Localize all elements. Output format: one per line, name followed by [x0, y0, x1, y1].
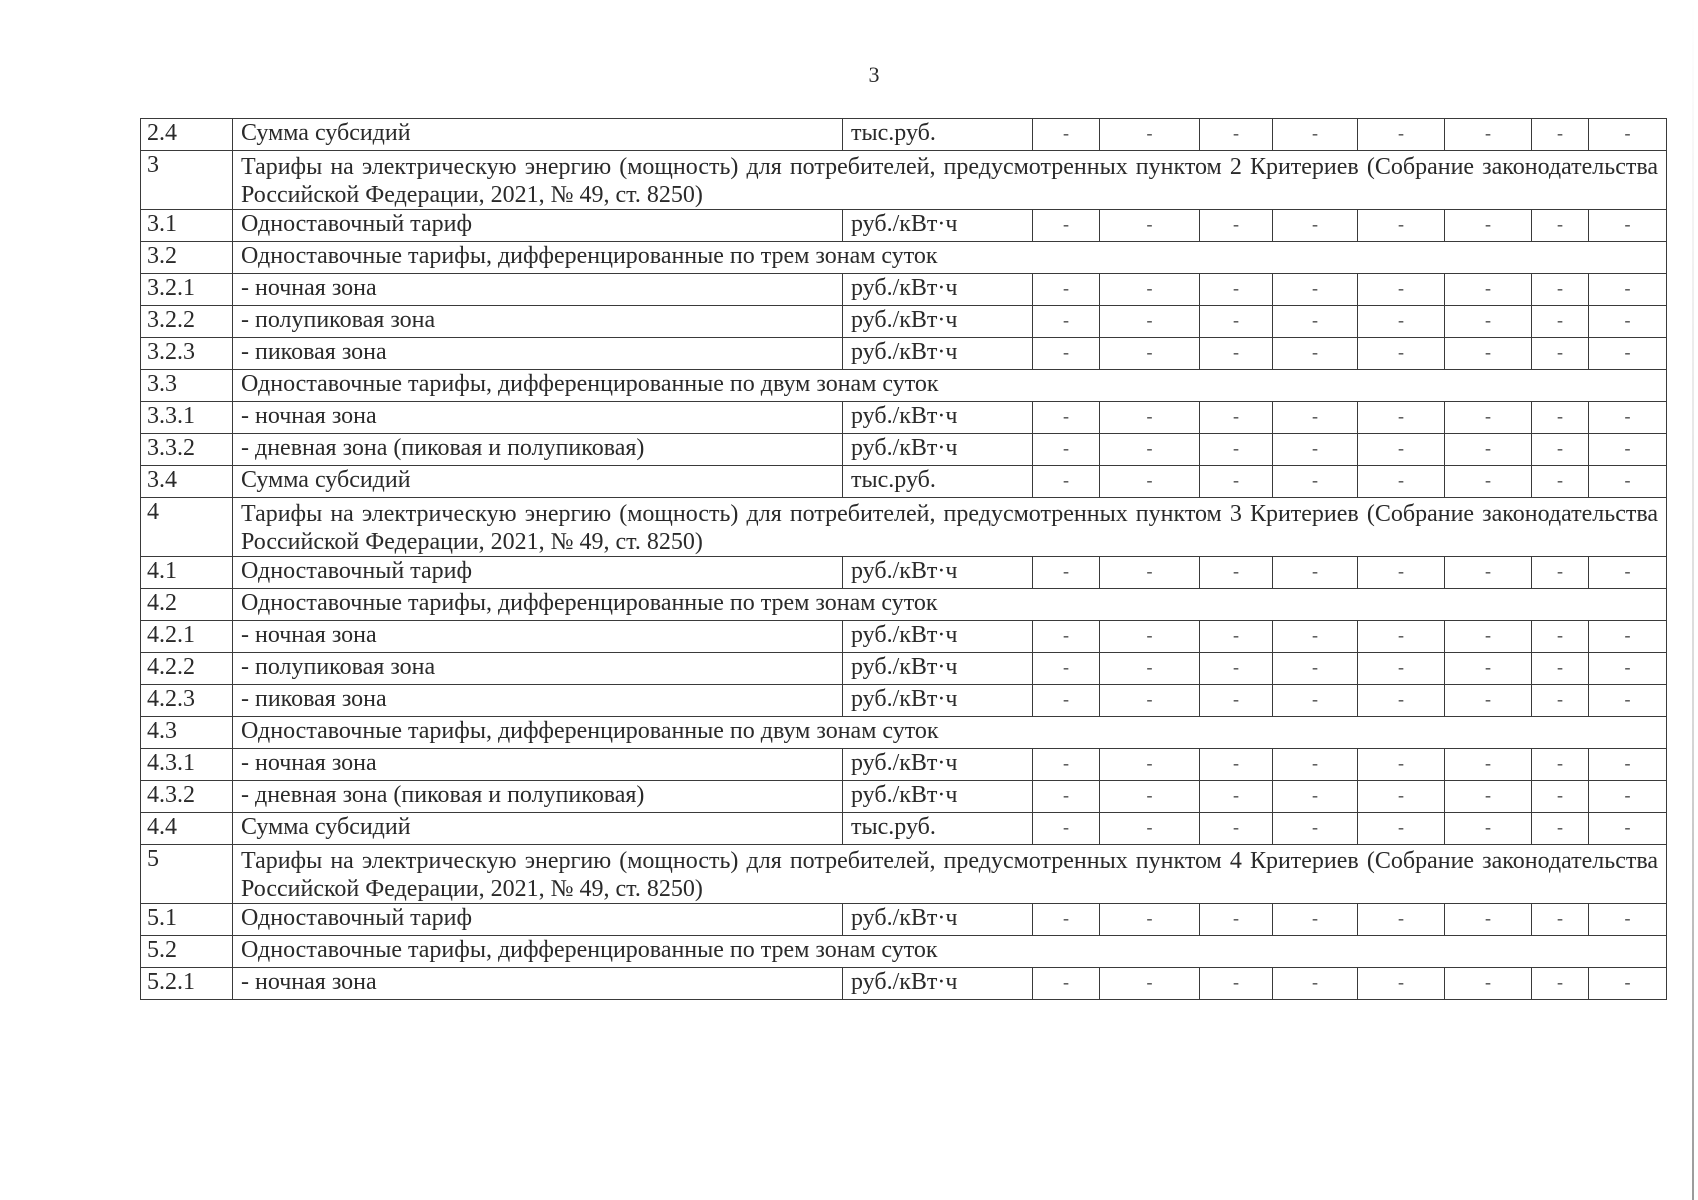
- row-number: 5.2.1: [141, 968, 233, 1000]
- value-cell: -: [1100, 274, 1200, 306]
- row-name: - ночная зона: [233, 968, 843, 1000]
- row-unit: руб./кВт·ч: [843, 904, 1033, 936]
- row-unit: тыс.руб.: [843, 813, 1033, 845]
- row-number: 4.3.2: [141, 781, 233, 813]
- value-cell: -: [1358, 338, 1445, 370]
- value-cell: -: [1358, 813, 1445, 845]
- value-cell: -: [1273, 653, 1358, 685]
- row-number: 4.2.3: [141, 685, 233, 717]
- value-cell: -: [1100, 685, 1200, 717]
- value-cell: -: [1200, 306, 1273, 338]
- value-cell: -: [1445, 274, 1532, 306]
- value-cell: -: [1589, 557, 1667, 589]
- value-cell: -: [1358, 749, 1445, 781]
- value-cell: -: [1273, 749, 1358, 781]
- value-cell: -: [1589, 274, 1667, 306]
- value-cell: -: [1033, 904, 1100, 936]
- row-number: 4.4: [141, 813, 233, 845]
- value-cell: -: [1200, 685, 1273, 717]
- value-cell: -: [1589, 306, 1667, 338]
- value-cell: -: [1589, 338, 1667, 370]
- row-number: 3.1: [141, 210, 233, 242]
- value-cell: -: [1033, 402, 1100, 434]
- subsection-heading: Одноставочные тарифы, дифференцированные по двум зонам суток: [233, 370, 1667, 402]
- row-name: - ночная зона: [233, 274, 843, 306]
- value-cell: -: [1100, 813, 1200, 845]
- value-cell: -: [1200, 781, 1273, 813]
- value-cell: -: [1273, 904, 1358, 936]
- value-cell: -: [1358, 653, 1445, 685]
- value-cell: -: [1445, 781, 1532, 813]
- row-unit: тыс.руб.: [843, 119, 1033, 151]
- value-cell: -: [1033, 338, 1100, 370]
- row-name: Одноставочный тариф: [233, 210, 843, 242]
- row-name: - полупиковая зона: [233, 653, 843, 685]
- value-cell: -: [1200, 557, 1273, 589]
- value-cell: -: [1200, 813, 1273, 845]
- value-cell: -: [1200, 210, 1273, 242]
- row-name: - ночная зона: [233, 621, 843, 653]
- row-number: 3.3.1: [141, 402, 233, 434]
- value-cell: -: [1358, 621, 1445, 653]
- row-unit: руб./кВт·ч: [843, 557, 1033, 589]
- value-cell: -: [1445, 557, 1532, 589]
- value-cell: -: [1100, 119, 1200, 151]
- value-cell: -: [1358, 685, 1445, 717]
- value-cell: -: [1273, 466, 1358, 498]
- value-cell: -: [1100, 402, 1200, 434]
- subsection-heading: Одноставочные тарифы, дифференцированные по трем зонам суток: [233, 242, 1667, 274]
- value-cell: -: [1445, 685, 1532, 717]
- value-cell: -: [1273, 338, 1358, 370]
- value-cell: -: [1589, 402, 1667, 434]
- row-number: 4.3.1: [141, 749, 233, 781]
- value-cell: -: [1532, 338, 1589, 370]
- value-cell: -: [1445, 466, 1532, 498]
- row-name: Сумма субсидий: [233, 813, 843, 845]
- table-row: [141, 210, 1667, 242]
- row-name: - дневная зона (пиковая и полупиковая): [233, 781, 843, 813]
- value-cell: -: [1033, 557, 1100, 589]
- row-name: - дневная зона (пиковая и полупиковая): [233, 434, 843, 466]
- table-row: [141, 749, 1667, 781]
- value-cell: -: [1100, 338, 1200, 370]
- value-cell: -: [1445, 402, 1532, 434]
- value-cell: -: [1100, 653, 1200, 685]
- table-row: [141, 685, 1667, 717]
- row-unit: руб./кВт·ч: [843, 621, 1033, 653]
- value-cell: -: [1358, 557, 1445, 589]
- value-cell: -: [1532, 968, 1589, 1000]
- scan-edge: [1692, 0, 1694, 1200]
- value-cell: -: [1532, 402, 1589, 434]
- value-cell: -: [1100, 749, 1200, 781]
- value-cell: -: [1445, 119, 1532, 151]
- value-cell: -: [1445, 813, 1532, 845]
- value-cell: -: [1358, 434, 1445, 466]
- table-row: [141, 717, 1667, 749]
- value-cell: -: [1200, 434, 1273, 466]
- row-name: Сумма субсидий: [233, 466, 843, 498]
- row-unit: руб./кВт·ч: [843, 306, 1033, 338]
- row-unit: руб./кВт·ч: [843, 749, 1033, 781]
- value-cell: -: [1532, 781, 1589, 813]
- value-cell: -: [1532, 749, 1589, 781]
- row-number: 5.2: [141, 936, 233, 968]
- value-cell: -: [1358, 274, 1445, 306]
- value-cell: -: [1358, 306, 1445, 338]
- row-unit: руб./кВт·ч: [843, 210, 1033, 242]
- value-cell: -: [1033, 621, 1100, 653]
- value-cell: -: [1358, 904, 1445, 936]
- value-cell: -: [1200, 119, 1273, 151]
- value-cell: -: [1033, 781, 1100, 813]
- value-cell: -: [1100, 557, 1200, 589]
- value-cell: -: [1358, 781, 1445, 813]
- row-number: 5.1: [141, 904, 233, 936]
- value-cell: -: [1273, 968, 1358, 1000]
- table-row: [141, 845, 1667, 904]
- value-cell: -: [1200, 338, 1273, 370]
- value-cell: -: [1033, 274, 1100, 306]
- value-cell: -: [1532, 119, 1589, 151]
- section-heading: Тарифы на электрическую энергию (мощность) для потребителей, предусмотренных пунктом 3 Критериев (Собрание законодательства Российской Федерации, 2021, № 49, ст. 8250): [233, 498, 1667, 557]
- value-cell: -: [1532, 904, 1589, 936]
- value-cell: -: [1200, 402, 1273, 434]
- value-cell: -: [1100, 434, 1200, 466]
- row-unit: руб./кВт·ч: [843, 653, 1033, 685]
- table-row: [141, 119, 1667, 151]
- row-name: Сумма субсидий: [233, 119, 843, 151]
- value-cell: -: [1532, 685, 1589, 717]
- value-cell: -: [1445, 306, 1532, 338]
- row-number: 5: [141, 845, 233, 904]
- value-cell: -: [1589, 210, 1667, 242]
- value-cell: -: [1033, 210, 1100, 242]
- value-cell: -: [1273, 119, 1358, 151]
- subsection-heading: Одноставочные тарифы, дифференцированные по трем зонам суток: [233, 936, 1667, 968]
- value-cell: -: [1532, 434, 1589, 466]
- value-cell: -: [1445, 338, 1532, 370]
- value-cell: -: [1358, 119, 1445, 151]
- value-cell: -: [1033, 466, 1100, 498]
- value-cell: -: [1589, 749, 1667, 781]
- value-cell: -: [1033, 119, 1100, 151]
- row-unit: руб./кВт·ч: [843, 434, 1033, 466]
- row-name: - ночная зона: [233, 749, 843, 781]
- row-number: 4: [141, 498, 233, 557]
- table-row: [141, 370, 1667, 402]
- value-cell: -: [1358, 466, 1445, 498]
- value-cell: -: [1358, 968, 1445, 1000]
- value-cell: -: [1358, 210, 1445, 242]
- table-row: [141, 498, 1667, 557]
- value-cell: -: [1589, 968, 1667, 1000]
- section-heading: Тарифы на электрическую энергию (мощность) для потребителей, предусмотренных пунктом 4 Критериев (Собрание законодательства Российской Федерации, 2021, № 49, ст. 8250): [233, 845, 1667, 904]
- value-cell: -: [1273, 402, 1358, 434]
- value-cell: -: [1200, 904, 1273, 936]
- value-cell: -: [1033, 306, 1100, 338]
- value-cell: -: [1273, 557, 1358, 589]
- value-cell: -: [1033, 653, 1100, 685]
- section-heading: Тарифы на электрическую энергию (мощность) для потребителей, предусмотренных пунктом 2 Критериев (Собрание законодательства Российской Федерации, 2021, № 49, ст. 8250): [233, 151, 1667, 210]
- subsection-heading: Одноставочные тарифы, дифференцированные по трем зонам суток: [233, 589, 1667, 621]
- table-row: [141, 151, 1667, 210]
- value-cell: -: [1445, 968, 1532, 1000]
- value-cell: -: [1033, 749, 1100, 781]
- row-unit: руб./кВт·ч: [843, 338, 1033, 370]
- value-cell: -: [1273, 210, 1358, 242]
- value-cell: -: [1100, 968, 1200, 1000]
- table-row: [141, 589, 1667, 621]
- row-name: - полупиковая зона: [233, 306, 843, 338]
- value-cell: -: [1532, 306, 1589, 338]
- subsection-heading: Одноставочные тарифы, дифференцированные по двум зонам суток: [233, 717, 1667, 749]
- row-number: 3.3.2: [141, 434, 233, 466]
- tariff-table: [140, 118, 1667, 1000]
- value-cell: -: [1200, 466, 1273, 498]
- value-cell: -: [1200, 621, 1273, 653]
- row-number: 3.3: [141, 370, 233, 402]
- value-cell: -: [1033, 813, 1100, 845]
- value-cell: -: [1532, 466, 1589, 498]
- value-cell: -: [1273, 274, 1358, 306]
- value-cell: -: [1273, 813, 1358, 845]
- row-number: 4.3: [141, 717, 233, 749]
- value-cell: -: [1273, 685, 1358, 717]
- row-number: 3.2.3: [141, 338, 233, 370]
- row-name: - пиковая зона: [233, 685, 843, 717]
- value-cell: -: [1273, 781, 1358, 813]
- table-row: [141, 338, 1667, 370]
- value-cell: -: [1200, 968, 1273, 1000]
- value-cell: -: [1273, 306, 1358, 338]
- table-row: [141, 274, 1667, 306]
- table-row: [141, 402, 1667, 434]
- value-cell: -: [1589, 466, 1667, 498]
- value-cell: -: [1033, 434, 1100, 466]
- row-unit: руб./кВт·ч: [843, 968, 1033, 1000]
- value-cell: -: [1100, 904, 1200, 936]
- value-cell: -: [1200, 274, 1273, 306]
- value-cell: -: [1589, 621, 1667, 653]
- row-name: Одноставочный тариф: [233, 904, 843, 936]
- table-row: [141, 813, 1667, 845]
- row-name: - пиковая зона: [233, 338, 843, 370]
- table-row: [141, 653, 1667, 685]
- value-cell: -: [1100, 306, 1200, 338]
- table-row: [141, 781, 1667, 813]
- row-unit: руб./кВт·ч: [843, 274, 1033, 306]
- row-number: 3.2: [141, 242, 233, 274]
- value-cell: -: [1532, 274, 1589, 306]
- value-cell: -: [1589, 653, 1667, 685]
- value-cell: -: [1200, 653, 1273, 685]
- row-number: 4.2.1: [141, 621, 233, 653]
- row-number: 4.1: [141, 557, 233, 589]
- value-cell: -: [1589, 685, 1667, 717]
- table-row: [141, 936, 1667, 968]
- row-name: Одноставочный тариф: [233, 557, 843, 589]
- value-cell: -: [1532, 210, 1589, 242]
- value-cell: -: [1589, 813, 1667, 845]
- table-row: [141, 904, 1667, 936]
- value-cell: -: [1100, 466, 1200, 498]
- row-number: 3.4: [141, 466, 233, 498]
- table-row: [141, 466, 1667, 498]
- table-row: [141, 557, 1667, 589]
- table-row: [141, 968, 1667, 1000]
- row-number: 3.2.1: [141, 274, 233, 306]
- value-cell: -: [1532, 813, 1589, 845]
- value-cell: -: [1532, 621, 1589, 653]
- table-body: [141, 119, 1667, 1000]
- row-number: 3.2.2: [141, 306, 233, 338]
- value-cell: -: [1100, 210, 1200, 242]
- value-cell: -: [1445, 653, 1532, 685]
- row-number: 2.4: [141, 119, 233, 151]
- value-cell: -: [1532, 653, 1589, 685]
- row-number: 4.2.2: [141, 653, 233, 685]
- value-cell: -: [1358, 402, 1445, 434]
- value-cell: -: [1445, 434, 1532, 466]
- value-cell: -: [1445, 749, 1532, 781]
- value-cell: -: [1033, 968, 1100, 1000]
- row-unit: руб./кВт·ч: [843, 685, 1033, 717]
- table-row: [141, 434, 1667, 466]
- value-cell: -: [1589, 434, 1667, 466]
- value-cell: -: [1273, 434, 1358, 466]
- table-row: [141, 621, 1667, 653]
- row-name: - ночная зона: [233, 402, 843, 434]
- value-cell: -: [1100, 621, 1200, 653]
- row-unit: руб./кВт·ч: [843, 781, 1033, 813]
- value-cell: -: [1589, 781, 1667, 813]
- value-cell: -: [1445, 210, 1532, 242]
- value-cell: -: [1033, 685, 1100, 717]
- row-unit: тыс.руб.: [843, 466, 1033, 498]
- value-cell: -: [1589, 904, 1667, 936]
- value-cell: -: [1200, 749, 1273, 781]
- value-cell: -: [1100, 781, 1200, 813]
- table-row: [141, 306, 1667, 338]
- value-cell: -: [1273, 621, 1358, 653]
- value-cell: -: [1589, 119, 1667, 151]
- value-cell: -: [1532, 557, 1589, 589]
- table-row: [141, 242, 1667, 274]
- value-cell: -: [1445, 621, 1532, 653]
- row-number: 3: [141, 151, 233, 210]
- row-unit: руб./кВт·ч: [843, 402, 1033, 434]
- row-number: 4.2: [141, 589, 233, 621]
- page-number: 3: [868, 62, 880, 87]
- value-cell: -: [1445, 904, 1532, 936]
